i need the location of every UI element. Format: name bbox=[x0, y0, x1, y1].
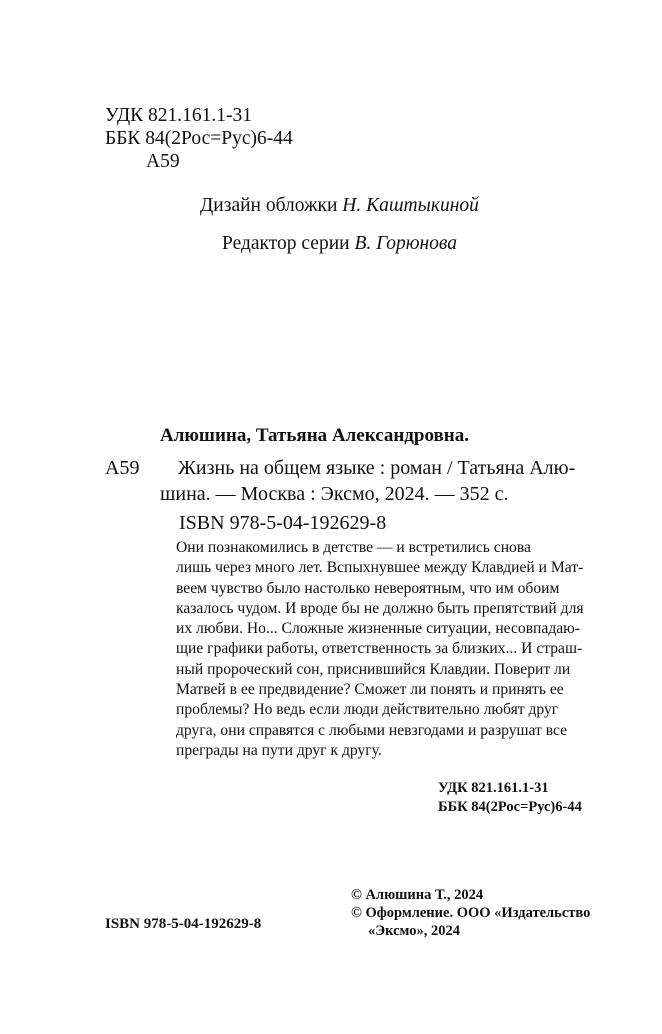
annotation-line: проблемы? Но ведь если люди действительно любят друг bbox=[176, 701, 559, 719]
catalog-title-line-2: шина. — Москва : Эксмо, 2024. — 352 с. bbox=[160, 483, 509, 505]
series-editor-name: В. Горюнова bbox=[354, 233, 457, 254]
series-editor-label: Редактор серии bbox=[222, 233, 350, 254]
annotation bbox=[176, 538, 587, 761]
cover-design-credit bbox=[200, 195, 479, 217]
copyright-publisher: «Эксмо», 2024 bbox=[368, 923, 460, 939]
copyright-author: © Алюшина Т., 2024 bbox=[351, 887, 484, 903]
catalog-title-line-1: Жизнь на общем языке : роман / Татьяна Алю- bbox=[178, 457, 576, 479]
author-sign-top: А59 bbox=[146, 151, 180, 172]
udk-code-top: УДК 821.161.1-31 bbox=[105, 105, 253, 126]
catalog-author-sign: А59 bbox=[105, 457, 140, 479]
catalog-bbk: ББК 84(2Рос=Рус)6-44 bbox=[438, 799, 582, 815]
annotation-line: казалось чудом. И вроде бы не должно быть препятствий для bbox=[176, 599, 584, 617]
catalog-isbn: ISBN 978-5-04-192629-8 bbox=[179, 512, 387, 534]
annotation-line: Матвей в ее предвидение? Сможет ли понять и принять ее bbox=[176, 681, 564, 699]
annotation-line: ный пророческий сон, приснившийся Клавдии. Поверит ли bbox=[176, 660, 571, 678]
footer-isbn: ISBN 978-5-04-192629-8 bbox=[105, 916, 262, 932]
series-editor-credit bbox=[222, 233, 457, 255]
catalog-udk: УДК 821.161.1-31 bbox=[438, 780, 549, 796]
cover-design-label: Дизайн обложки bbox=[200, 195, 338, 216]
annotation-line: веем чувство было настолько невероятным, что им обоим bbox=[176, 579, 560, 597]
catalog-author: Алюшина, Татьяна Александровна. bbox=[160, 425, 469, 446]
annotation-line-last: преграды на пути друг к другу. bbox=[176, 741, 382, 759]
cover-designer-name: Н. Каштыкиной bbox=[342, 195, 479, 216]
annotation-line: щие графики работы, ответственность за близких... И страш- bbox=[176, 640, 583, 658]
annotation-line: их любви. Но... Сложные жизненные ситуации, несовпадаю- bbox=[176, 620, 581, 638]
annotation-line: лишь через много лет. Вспыхнувшее между Клавдией и Мат- bbox=[176, 559, 584, 577]
annotation-line: друга, они справятся с любыми невзгодами и разрушат все bbox=[176, 721, 568, 739]
annotation-line: Они познакомились в детстве — и встретились снова bbox=[176, 539, 531, 556]
bbk-code-top: ББК 84(2Рос=Рус)6-44 bbox=[105, 128, 293, 149]
copyright-design: © Оформление. ООО «Издательство bbox=[351, 905, 591, 921]
